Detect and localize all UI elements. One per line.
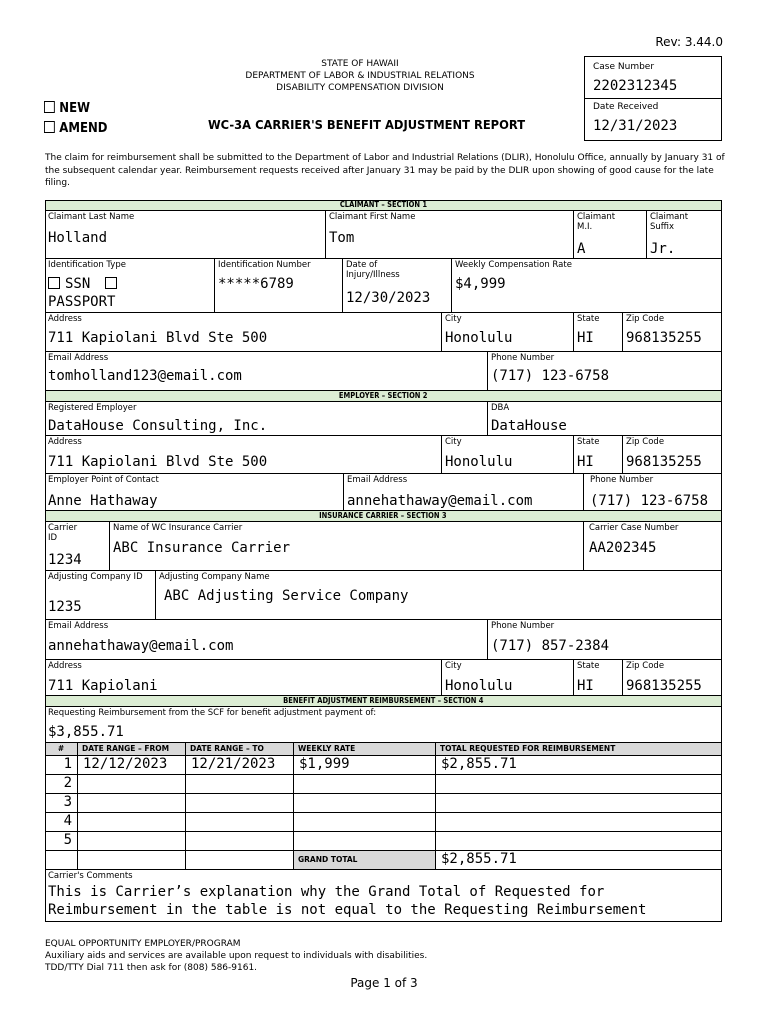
claimant-address-cell[interactable] xyxy=(45,313,442,352)
claimant-state-value[interactable]: HI xyxy=(577,330,594,346)
employer-contact-cell[interactable] xyxy=(45,474,344,511)
requested-amount-value[interactable]: $3,855.71 xyxy=(48,724,124,740)
section1-header: CLAIMANT – SECTION 1 xyxy=(45,200,722,211)
checkbox-box[interactable] xyxy=(44,121,55,133)
date-to-field[interactable] xyxy=(186,775,294,794)
carrier-email-value[interactable]: annehathaway@email.com xyxy=(48,638,234,654)
section3-header: INSURANCE CARRIER – SECTION 3 xyxy=(45,511,722,522)
claim-form xyxy=(45,200,722,922)
employer-city-cell[interactable] xyxy=(442,436,574,474)
employer-address-cell[interactable] xyxy=(45,436,442,474)
id-type-cell xyxy=(45,259,215,313)
field-label: City xyxy=(445,661,462,671)
field-label: Identification Number xyxy=(218,260,311,270)
col-to-header: DATE RANGE – TO xyxy=(186,743,294,756)
employer-dba-value[interactable]: DataHouse xyxy=(491,418,567,434)
claimant-last-name-cell[interactable] xyxy=(45,211,326,259)
field-label: Registered Employer xyxy=(48,403,137,413)
carrier-state-cell[interactable] xyxy=(574,660,623,696)
weekly-rate-field[interactable] xyxy=(294,775,436,794)
checkbox-box[interactable] xyxy=(105,277,117,289)
total-requested-field[interactable] xyxy=(436,813,722,832)
employer-email-cell[interactable] xyxy=(344,474,584,511)
field-label: DBA xyxy=(491,403,510,413)
field-label: Phone Number xyxy=(590,475,654,485)
row-number: 4 xyxy=(45,813,78,832)
field-label: Claimant First Name xyxy=(329,212,416,222)
field-label: Claimant Suffix xyxy=(650,212,689,232)
date-to-field[interactable] xyxy=(186,794,294,813)
employer-zip-value[interactable]: 968135255 xyxy=(626,454,702,470)
agency-division: DISABILITY COMPENSATION DIVISION xyxy=(276,83,444,93)
field-label: City xyxy=(445,314,462,324)
field-label: Carrier Case Number xyxy=(589,523,679,533)
carrier-comments-line1[interactable]: This is Carrier’s explanation why the Grand Total of Requested for xyxy=(48,884,605,900)
revision-label: Rev: 3.44.0 xyxy=(655,35,723,49)
field-label: Email Address xyxy=(48,353,109,363)
claimant-city-cell[interactable] xyxy=(442,313,574,352)
carrier-address-cell[interactable] xyxy=(45,660,442,696)
intro-paragraph: The claim for reimbursement shall be submitted to the Department of Labor and Industrial Relations (DLIR), Honolulu Office, annually by January 31 of the subsequent calendar year. Reimbursement requests received after January 31 may be paid by the DLIR upon showing of good cause for the late filing. xyxy=(45,153,725,188)
adjusting-name-value[interactable]: ABC Adjusting Service Company xyxy=(164,588,409,604)
claimant-state-cell[interactable] xyxy=(574,313,623,352)
col-weekly-rate-header: WEEKLY RATE xyxy=(294,743,436,756)
field-label: Address xyxy=(48,661,82,671)
field-label: Requesting Reimbursement from the SCF for benefit adjustment payment of: xyxy=(48,708,377,718)
field-label: Carrier's Comments xyxy=(48,871,133,881)
date-from-field[interactable] xyxy=(78,832,186,851)
total-requested-field[interactable] xyxy=(436,794,722,813)
claimant-phone-cell[interactable] xyxy=(488,352,722,391)
claimant-suffix-cell[interactable] xyxy=(647,211,722,259)
id-number-value[interactable]: *****6789 xyxy=(218,276,294,292)
carrier-phone-cell[interactable] xyxy=(488,620,722,660)
id-type-ssn-option[interactable]: SSN xyxy=(48,276,122,292)
adjusting-id-value[interactable]: 1235 xyxy=(48,599,82,615)
adjusting-id-cell[interactable] xyxy=(45,571,156,620)
employer-name-value[interactable]: DataHouse Consulting, Inc. xyxy=(48,418,268,434)
claimant-first-name-cell[interactable] xyxy=(326,211,574,259)
field-label: Adjusting Company Name xyxy=(159,572,270,582)
carrier-name-cell[interactable] xyxy=(110,522,584,571)
claimant-phone-value[interactable]: (717) 123-6758 xyxy=(491,368,610,384)
agency-state: STATE OF HAWAII xyxy=(321,59,399,69)
claimant-address-value[interactable]: 711 Kapiolani Blvd Ste 500 xyxy=(48,330,268,346)
date-to-field[interactable]: 12/21/2023 xyxy=(186,756,294,775)
carrier-city-value[interactable]: Honolulu xyxy=(445,678,513,694)
carrier-address-value[interactable]: 711 Kapiolani xyxy=(48,678,158,694)
section4-header: BENEFIT ADJUSTMENT REIMBURSEMENT – SECTION 4 xyxy=(45,696,722,707)
field-label: Identification Type xyxy=(48,260,126,270)
footer xyxy=(45,938,427,974)
field-label: Employer Point of Contact xyxy=(48,475,159,485)
employer-zip-cell[interactable] xyxy=(623,436,722,474)
footer-eeo: EQUAL OPPORTUNITY EMPLOYER/PROGRAM xyxy=(45,939,241,949)
field-label: Adjusting Company ID xyxy=(48,572,143,582)
col-total-header: TOTAL REQUESTED FOR REIMBURSEMENT xyxy=(436,743,722,756)
field-label: State xyxy=(577,437,600,447)
weekly-rate-field[interactable] xyxy=(294,794,436,813)
total-requested-field[interactable] xyxy=(436,832,722,851)
agency-department: DEPARTMENT OF LABOR & INDUSTRIAL RELATIONS xyxy=(245,71,475,81)
claimant-mi-cell[interactable] xyxy=(574,211,647,259)
col-from-header: DATE RANGE – FROM xyxy=(78,743,186,756)
employer-address-value[interactable]: 711 Kapiolani Blvd Ste 500 xyxy=(48,454,268,470)
field-label: Email Address xyxy=(48,621,109,631)
total-requested-field[interactable]: $2,855.71 xyxy=(436,756,722,775)
field-label: Address xyxy=(48,437,82,447)
weekly-rate-field[interactable] xyxy=(294,813,436,832)
employer-email-value[interactable]: annehathaway@email.com xyxy=(347,493,533,509)
carrier-city-cell[interactable] xyxy=(442,660,574,696)
claimant-city-value[interactable]: Honolulu xyxy=(445,330,513,346)
injury-date-value[interactable]: 12/30/2023 xyxy=(346,290,431,306)
employer-city-value[interactable]: Honolulu xyxy=(445,454,513,470)
amend-checkbox[interactable] xyxy=(44,121,108,136)
claimant-mi-value[interactable]: A xyxy=(577,241,586,257)
date-to-field[interactable] xyxy=(186,813,294,832)
adjusting-name-cell[interactable] xyxy=(156,571,722,620)
employer-phone-value[interactable]: (717) 123-6758 xyxy=(590,493,709,509)
date-from-field[interactable] xyxy=(78,775,186,794)
grand-total-blank xyxy=(45,851,78,870)
date-received-label: Date Received xyxy=(593,102,659,112)
field-label: Date of Injury/Illness xyxy=(346,260,400,280)
case-info-box xyxy=(584,56,722,141)
id-number-cell[interactable] xyxy=(215,259,343,313)
claimant-suffix-value[interactable]: Jr. xyxy=(650,241,676,257)
row-number: 3 xyxy=(45,794,78,813)
field-label: Phone Number xyxy=(491,353,555,363)
field-label: State xyxy=(577,314,600,324)
carrier-case-cell[interactable] xyxy=(584,522,722,571)
case-number-label: Case Number xyxy=(593,62,655,72)
weekly-rate-field[interactable] xyxy=(294,832,436,851)
new-checkbox[interactable] xyxy=(44,101,90,116)
section2-header: EMPLOYER – SECTION 2 xyxy=(45,391,722,402)
field-label: Claimant M.I. xyxy=(577,212,616,232)
grand-total-value[interactable]: $2,855.71 xyxy=(436,851,722,870)
carrier-zip-value[interactable]: 968135255 xyxy=(626,678,702,694)
date-received-field[interactable]: 12/31/2023 xyxy=(593,118,678,134)
page-number: Page 1 of 3 xyxy=(350,976,418,990)
carrier-state-value[interactable]: HI xyxy=(577,678,594,694)
field-label: State xyxy=(577,661,600,671)
field-label: Claimant Last Name xyxy=(48,212,135,222)
date-to-field[interactable] xyxy=(186,832,294,851)
requested-amount-cell[interactable] xyxy=(45,707,722,743)
date-from-field[interactable] xyxy=(78,794,186,813)
carrier-zip-cell[interactable] xyxy=(623,660,722,696)
footer-aux-aids: Auxiliary aids and services are available upon request to individuals with disabilities. xyxy=(45,951,428,961)
employer-state-value[interactable]: HI xyxy=(577,454,594,470)
carrier-case-value[interactable]: AA202345 xyxy=(589,540,657,556)
amend-checkbox-label: AMEND xyxy=(59,121,108,136)
checkbox-box[interactable] xyxy=(44,101,55,113)
row-number: 1 xyxy=(45,756,78,775)
field-label: Email Address xyxy=(347,475,408,485)
field-label: Name of WC Insurance Carrier xyxy=(113,523,243,533)
field-label: Weekly Compensation Rate xyxy=(455,260,572,270)
footer-tdd: TDD/TTY Dial 711 then ask for (808) 586-9161. xyxy=(45,963,258,973)
row-number: 5 xyxy=(45,832,78,851)
col-number-header: # xyxy=(45,743,78,756)
employer-name-cell[interactable] xyxy=(45,402,488,436)
checkbox-box[interactable] xyxy=(48,277,60,289)
field-label: Phone Number xyxy=(491,621,555,631)
weekly-comp-rate-value[interactable]: $4,999 xyxy=(455,276,506,292)
total-requested-field[interactable] xyxy=(436,775,722,794)
field-label: Address xyxy=(48,314,82,324)
employer-dba-cell[interactable] xyxy=(488,402,722,436)
grand-total-blank xyxy=(186,851,294,870)
grand-total-blank xyxy=(78,851,186,870)
row-number: 2 xyxy=(45,775,78,794)
claimant-last-name-value[interactable]: Holland xyxy=(48,230,108,246)
weekly-comp-rate-cell[interactable] xyxy=(452,259,722,313)
claimant-email-value[interactable]: tomholland123@email.com xyxy=(48,368,242,384)
new-checkbox-label: NEW xyxy=(59,101,90,116)
carrier-id-value[interactable]: 1234 xyxy=(48,552,82,568)
employer-contact-value[interactable]: Anne Hathaway xyxy=(48,493,158,509)
weekly-rate-field[interactable]: $1,999 xyxy=(294,756,436,775)
claimant-email-cell[interactable] xyxy=(45,352,488,391)
form-title: WC-3A CARRIER'S BENEFIT ADJUSTMENT REPORT xyxy=(208,117,526,132)
divider xyxy=(585,98,721,99)
injury-date-cell[interactable] xyxy=(343,259,452,313)
carrier-email-cell[interactable] xyxy=(45,620,488,660)
id-type-passport-option[interactable]: PASSPORT xyxy=(48,294,116,310)
claimant-zip-value[interactable]: 968135255 xyxy=(626,330,702,346)
carrier-id-cell[interactable] xyxy=(45,522,110,571)
claimant-zip-cell[interactable] xyxy=(623,313,722,352)
field-label: Carrier ID xyxy=(48,523,78,543)
case-number-field[interactable]: 2202312345 xyxy=(593,78,678,94)
carrier-phone-value[interactable]: (717) 857-2384 xyxy=(491,638,610,654)
claimant-first-name-value[interactable]: Tom xyxy=(329,230,355,246)
field-label: Zip Code xyxy=(626,661,665,671)
employer-state-cell[interactable] xyxy=(574,436,623,474)
carrier-comments-cell[interactable] xyxy=(45,870,722,922)
carrier-comments-line2[interactable]: Reimbursement in the table is not equal to the Requesting Reimbursement xyxy=(48,902,647,918)
date-from-field[interactable]: 12/12/2023 xyxy=(78,756,186,775)
field-label: Zip Code xyxy=(626,437,665,447)
date-from-field[interactable] xyxy=(78,813,186,832)
field-label: City xyxy=(445,437,462,447)
grand-total-label: GRAND TOTAL xyxy=(294,851,436,870)
carrier-name-value[interactable]: ABC Insurance Carrier xyxy=(113,540,291,556)
employer-phone-cell[interactable] xyxy=(584,474,722,511)
field-label: Zip Code xyxy=(626,314,665,324)
